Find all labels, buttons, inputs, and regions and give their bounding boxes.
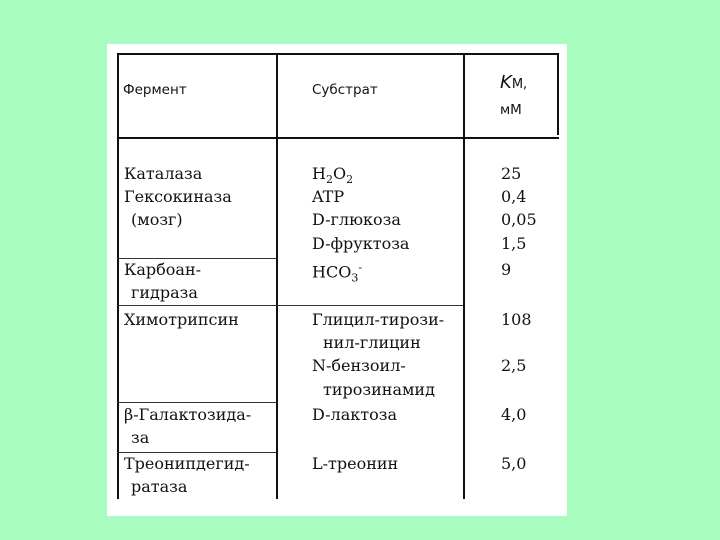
km-value: 4,0 bbox=[501, 405, 527, 424]
header-km bbox=[500, 72, 527, 93]
km-subscript: М bbox=[511, 77, 524, 92]
header-bottom-rule bbox=[117, 137, 559, 139]
enzyme-cell: Химотрипсин bbox=[124, 310, 239, 329]
column-divider-1 bbox=[276, 53, 278, 499]
header-enzyme: Фермент bbox=[123, 82, 187, 98]
km-value: 0,4 bbox=[501, 187, 527, 206]
enzyme-cell: (мозг) bbox=[131, 210, 183, 229]
row-separator bbox=[118, 258, 276, 259]
enzyme-cell: Гексокиназа bbox=[124, 187, 232, 206]
enzyme-cell: β-Галактозида- bbox=[124, 405, 252, 424]
substrate-formula-hco3: $HCO_3^-$ bbox=[312, 261, 363, 285]
substrate-cell: N-бензоил- bbox=[312, 356, 406, 375]
table-top-rule bbox=[117, 53, 559, 55]
enzyme-cell: гидраза bbox=[131, 283, 198, 302]
table-left-border bbox=[117, 53, 119, 499]
km-value: 9 bbox=[501, 260, 512, 279]
substrate-cell: D-фруктоза bbox=[312, 234, 410, 253]
row-separator bbox=[118, 305, 463, 306]
km-value: 1,5 bbox=[501, 234, 527, 253]
row-separator bbox=[118, 402, 276, 403]
enzyme-cell: за bbox=[131, 428, 150, 447]
substrate-formula-h2o2: $H_2O_2$ bbox=[312, 164, 354, 187]
substrate-cell: ATP bbox=[312, 187, 345, 206]
km-symbol: K bbox=[500, 72, 512, 93]
header-substrate: Субстрат bbox=[312, 82, 378, 98]
km-value: 25 bbox=[501, 164, 522, 183]
enzyme-cell: Карбоан- bbox=[124, 260, 202, 279]
column-divider-2 bbox=[463, 53, 465, 499]
km-comma: , bbox=[523, 77, 528, 92]
substrate-cell: D-лактоза bbox=[312, 405, 397, 424]
document-page bbox=[107, 44, 567, 516]
substrate-cell: нил-глицин bbox=[323, 333, 421, 352]
substrate-cell: Глицил-тирози- bbox=[312, 310, 445, 329]
km-value: 0,05 bbox=[501, 210, 537, 229]
substrate-cell: L-треонин bbox=[312, 454, 399, 473]
substrate-cell: D-глюкоза bbox=[312, 210, 401, 229]
table-right-border bbox=[557, 53, 559, 135]
row-separator bbox=[118, 452, 276, 453]
enzyme-cell: ратаза bbox=[131, 477, 188, 496]
km-value: 108 bbox=[501, 310, 532, 329]
header-km-unit: мМ bbox=[500, 102, 522, 118]
km-value: 2,5 bbox=[501, 356, 527, 375]
enzyme-cell: Треонипдегид- bbox=[124, 454, 250, 473]
km-value: 5,0 bbox=[501, 454, 527, 473]
substrate-cell: тирозинамид bbox=[323, 380, 435, 399]
enzyme-cell: Каталаза bbox=[124, 164, 203, 183]
